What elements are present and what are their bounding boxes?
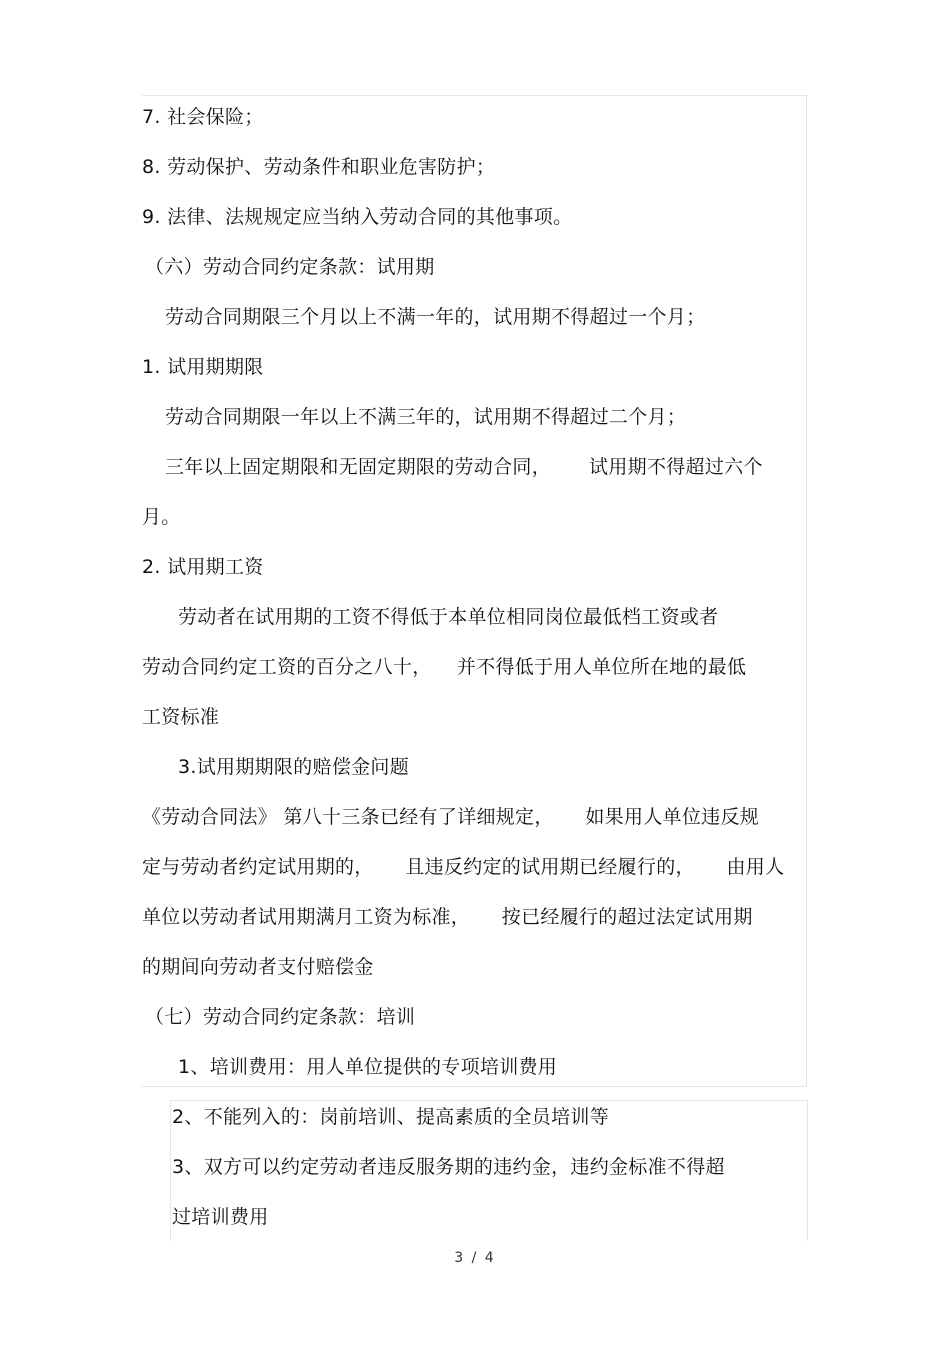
paragraph: 劳动合同期限三个月以上不满一年的，试用期不得超过一个月； (165, 306, 706, 328)
list-item-labor-protection: 8. 劳动保护、劳动条件和职业危害防护； (142, 156, 496, 178)
paragraph-continuation: 劳动合同约定工资的百分之八十， 并不得低于用人单位所在地的最低 (142, 656, 747, 678)
subheading-compensation: 3.试用期期限的赔偿金问题 (178, 756, 410, 778)
paragraph-continuation: 的期间向劳动者支付赔偿金 (142, 956, 374, 978)
section-heading-probation: （六）劳动合同约定条款：试用期 (145, 256, 435, 278)
paragraph-continuation: 单位以劳动者试用期满月工资为标准， 按已经履行的超过法定试用期 (142, 906, 753, 928)
subheading-probation-term: 1. 试用期期限 (142, 356, 264, 378)
paragraph: 劳动合同期限一年以上不满三年的，试用期不得超过二个月； (165, 406, 687, 428)
section-heading-training: （七）劳动合同约定条款：培训 (145, 1006, 416, 1028)
list-item-social-insurance: 7. 社会保险； (142, 106, 264, 128)
paragraph: 《劳动合同法》 第八十三条已经有了详细规定， 如果用人单位违反规 (142, 806, 760, 828)
page-indicator: 3 / 4 (454, 1250, 496, 1266)
paragraph-continuation: 过培训费用 (172, 1206, 269, 1228)
list-item-training-cost: 1、培训费用：用人单位提供的专项培训费用 (178, 1056, 558, 1078)
paragraph-continuation: 工资标准 (142, 706, 220, 728)
subheading-probation-wage: 2. 试用期工资 (142, 556, 264, 578)
list-item-penalty: 3、双方可以约定劳动者违反服务期的违约金，违约金标准不得超 (172, 1156, 725, 1178)
list-item-other-matters: 9. 法律、法规规定应当纳入劳动合同的其他事项。 (142, 206, 573, 228)
paragraph: 三年以上固定期限和无固定期限的劳动合同， 试用期不得超过六个 (165, 456, 763, 478)
paragraph-continuation: 月。 (142, 506, 181, 528)
paragraph-continuation: 定与劳动者约定试用期的， 且违反约定的试用期已经履行的， 由用人 (142, 856, 785, 878)
content-frame (142, 95, 807, 1087)
list-item-excluded-training: 2、不能列入的：岗前培训、提高素质的全员培训等 (172, 1106, 609, 1128)
paragraph: 劳动者在试用期的工资不得低于本单位相同岗位最低档工资或者 (178, 606, 719, 628)
